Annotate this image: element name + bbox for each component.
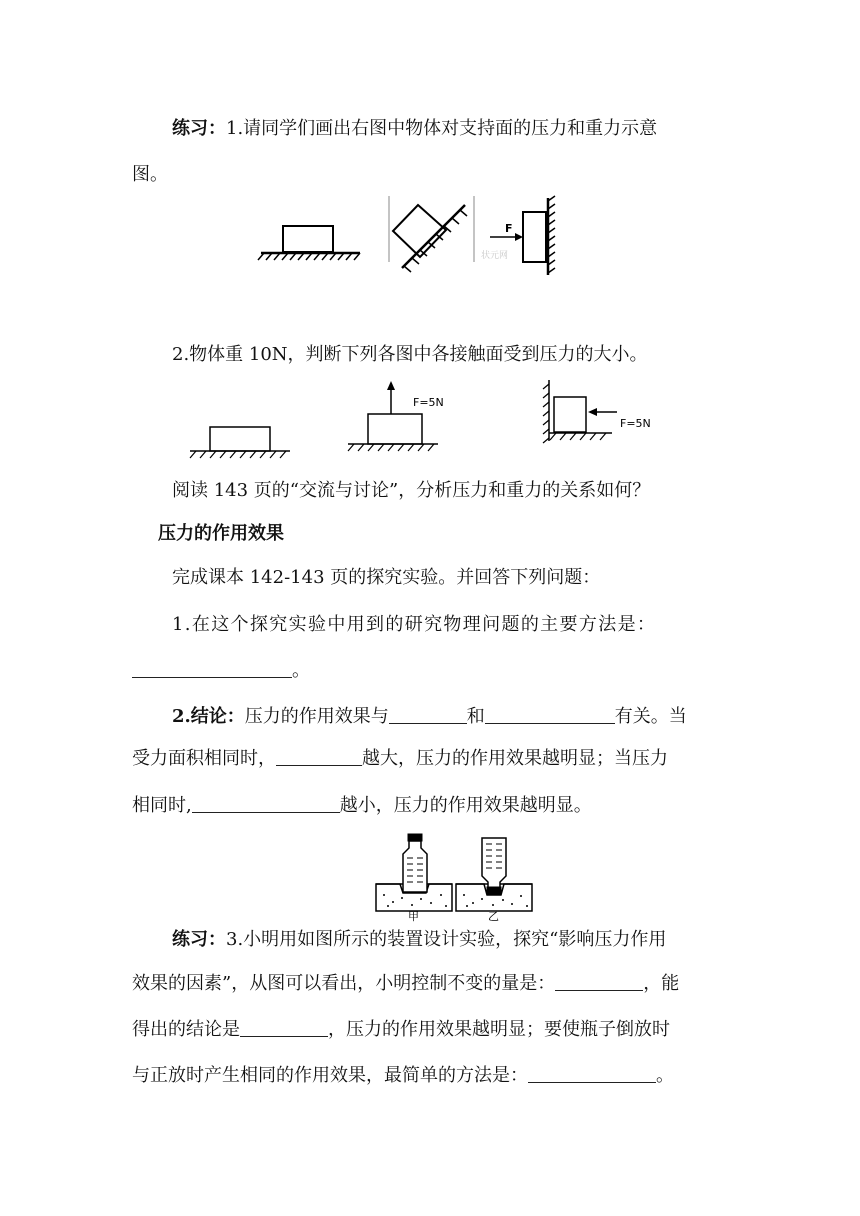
question-2-number: 2. [172, 706, 191, 727]
exercise-1-text: 1.请同学们画出右图中物体对支持面的压力和重力示意 [226, 118, 658, 139]
fig3-bottle-upright [403, 834, 427, 892]
task-text: 完成课本 142-143 页的探究实验。并回答下列问题： [172, 567, 601, 588]
question-1-end: 。 [292, 660, 310, 681]
answer-blank-method-2[interactable] [528, 1064, 656, 1083]
exercise-2-text: 2.物体重 10N，判断下列各图中各接触面受到压力的大小。 [172, 344, 648, 365]
question-2-line-3b: 越小，压力的作用效果越明显。 [339, 795, 592, 816]
question-2-part-3: 有关。当 [614, 706, 687, 727]
reading-text: 阅读 143 页的“交流与讨论”，分析压力和重力的关系如何？ [172, 480, 651, 501]
exercise-3-text-2b: ，能 [643, 973, 680, 994]
exercise-1-prefix: 练习： [172, 118, 226, 139]
exercise-3-line-1 [172, 928, 666, 952]
answer-blank-controlled[interactable] [555, 972, 643, 991]
question-2-part-1: 压力的作用效果与 [244, 706, 389, 727]
exercise-3-line-2 [132, 972, 679, 996]
exercise-3-line-4 [132, 1064, 674, 1088]
fig1-force-label: F [505, 222, 513, 235]
exercise-3-text-2a: 效果的因素”，从图可以看出，小明控制不变的量是： [132, 973, 556, 994]
fig3-label-b: 乙 [488, 910, 499, 923]
exercise-3-text-1: 3.小明用如图所示的装置设计实验，探究“影响压力作用 [226, 929, 667, 950]
exercise-3-line-3 [132, 1018, 670, 1042]
exercise-3-text-3b: ，压力的作用效果越明显；要使瓶子倒放时 [328, 1019, 670, 1040]
section-title: 压力的作用效果 [158, 523, 284, 544]
exercise-3-prefix: 练习： [172, 929, 226, 950]
question-1-text: 1.在这个探究实验中用到的研究物理问题的主要方法是： [172, 614, 657, 635]
fig3-label-a: 甲 [408, 910, 419, 923]
question-2-line-2a: 受力面积相同时， [132, 748, 276, 769]
question-2-line-3a: 相同时, [132, 795, 192, 816]
fig2-label-up: F=5N [413, 396, 444, 409]
question-2-colon: ： [226, 706, 245, 727]
exercise-3-text-4a: 与正放时产生相同的作用效果，最简单的方法是： [132, 1065, 528, 1086]
exercise-1-continuation: 图。 [132, 164, 168, 185]
answer-blank-conclusion[interactable] [240, 1018, 328, 1037]
exercise-3-text-4b: 。 [656, 1065, 674, 1086]
question-2-line-2b: 越大，压力的作用效果越明显；当压力 [362, 748, 668, 769]
exercise-3-text-3a: 得出的结论是 [132, 1019, 240, 1040]
question-2-label: 结论 [190, 706, 227, 727]
question-2-part-2: 和 [466, 706, 485, 727]
fig2-label-side: F=5N [620, 417, 651, 430]
fig1-watermark: 状元网 [481, 251, 509, 261]
